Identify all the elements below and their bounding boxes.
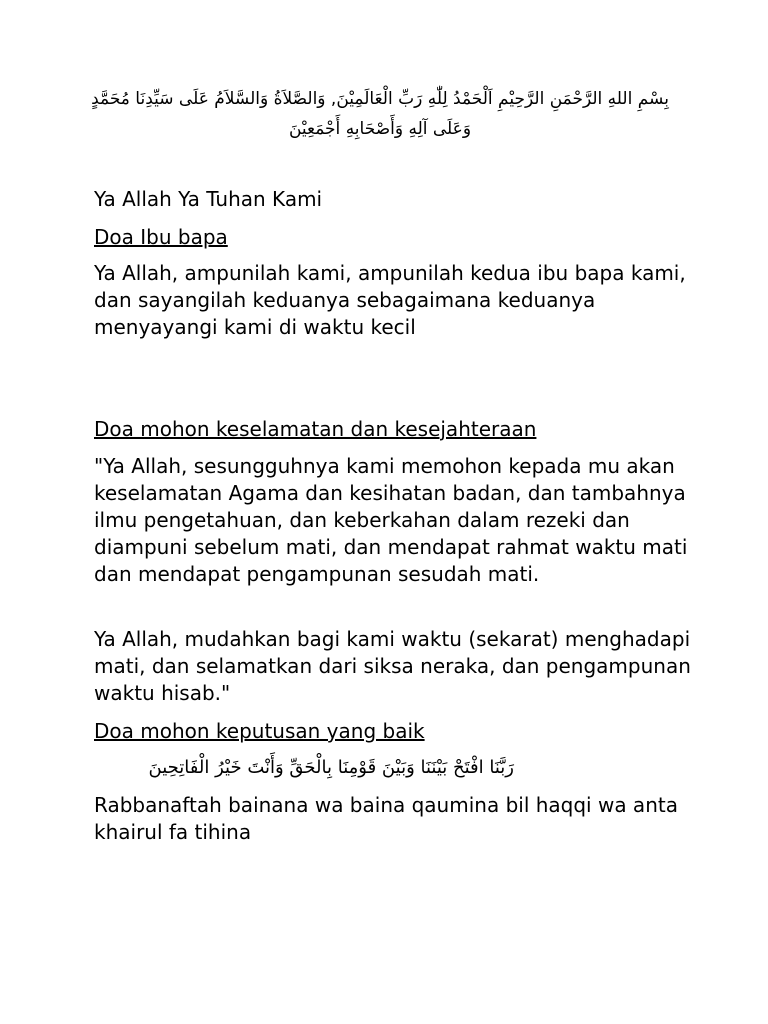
section-heading-keputusan: Doa mohon keputusan yang baik — [94, 719, 425, 743]
paragraph-keselamatan-1: "Ya Allah, sesungguhnya kami memohon kepada mu akan keselamatan Agama dan kesihatan badan, dan tambahnya ilmu pengetahuan, dan keberkahan dalam rezeki dan diampuni sebelum mati, dan mendapat rahmat waktu mati dan mendapat pengampunan sesudah mati. — [94, 454, 688, 586]
section-heading-doa-ibu-bapa: Doa Ibu bapa — [94, 225, 228, 249]
arabic-doa-keputusan: رَبَّنَا افْتَحْ بَيْنَنَا وَبَيْنَ قَوْمِنَا بِالْحَقِّ وَأَنْتَ خَيْرُ الْفَاتِحِينَ — [148, 757, 514, 778]
paragraph-doa-ibu-bapa: Ya Allah, ampunilah kami, ampunilah kedua ibu bapa kami, dan sayangilah keduanya sebagaimana keduanya menyayangi kami di waktu kecil — [94, 261, 686, 339]
paragraph-transliteration: Rabbanaftah bainana wa baina qaumina bil haqqi wa anta khairul fa tihina — [94, 793, 678, 844]
arabic-opening-text: بِسْمِ اللهِ الرَّحْمَنِ الرَّحِيْمِ اَلْحَمْدُ لِلّٰهِ رَبِّ الْعَالَمِيْنَ, وَالصَّلاَةُ وَالسَّلاَمُ عَلَى سَيِّدِنَا مُحَمَّدٍ وَعَلَى آلِهِ وَأَصْحَابِهِ أَجْمَعِيْنَ — [91, 89, 669, 139]
intro-line: Ya Allah Ya Tuhan Kami — [94, 187, 323, 211]
paragraph-keselamatan-2: Ya Allah, mudahkan bagi kami waktu (sekarat) menghadapi mati, dan selamatkan dari siksa neraka, dan pengampunan waktu hisab." — [94, 627, 691, 705]
section-heading-keselamatan: Doa mohon keselamatan dan kesejahteraan — [94, 417, 537, 441]
